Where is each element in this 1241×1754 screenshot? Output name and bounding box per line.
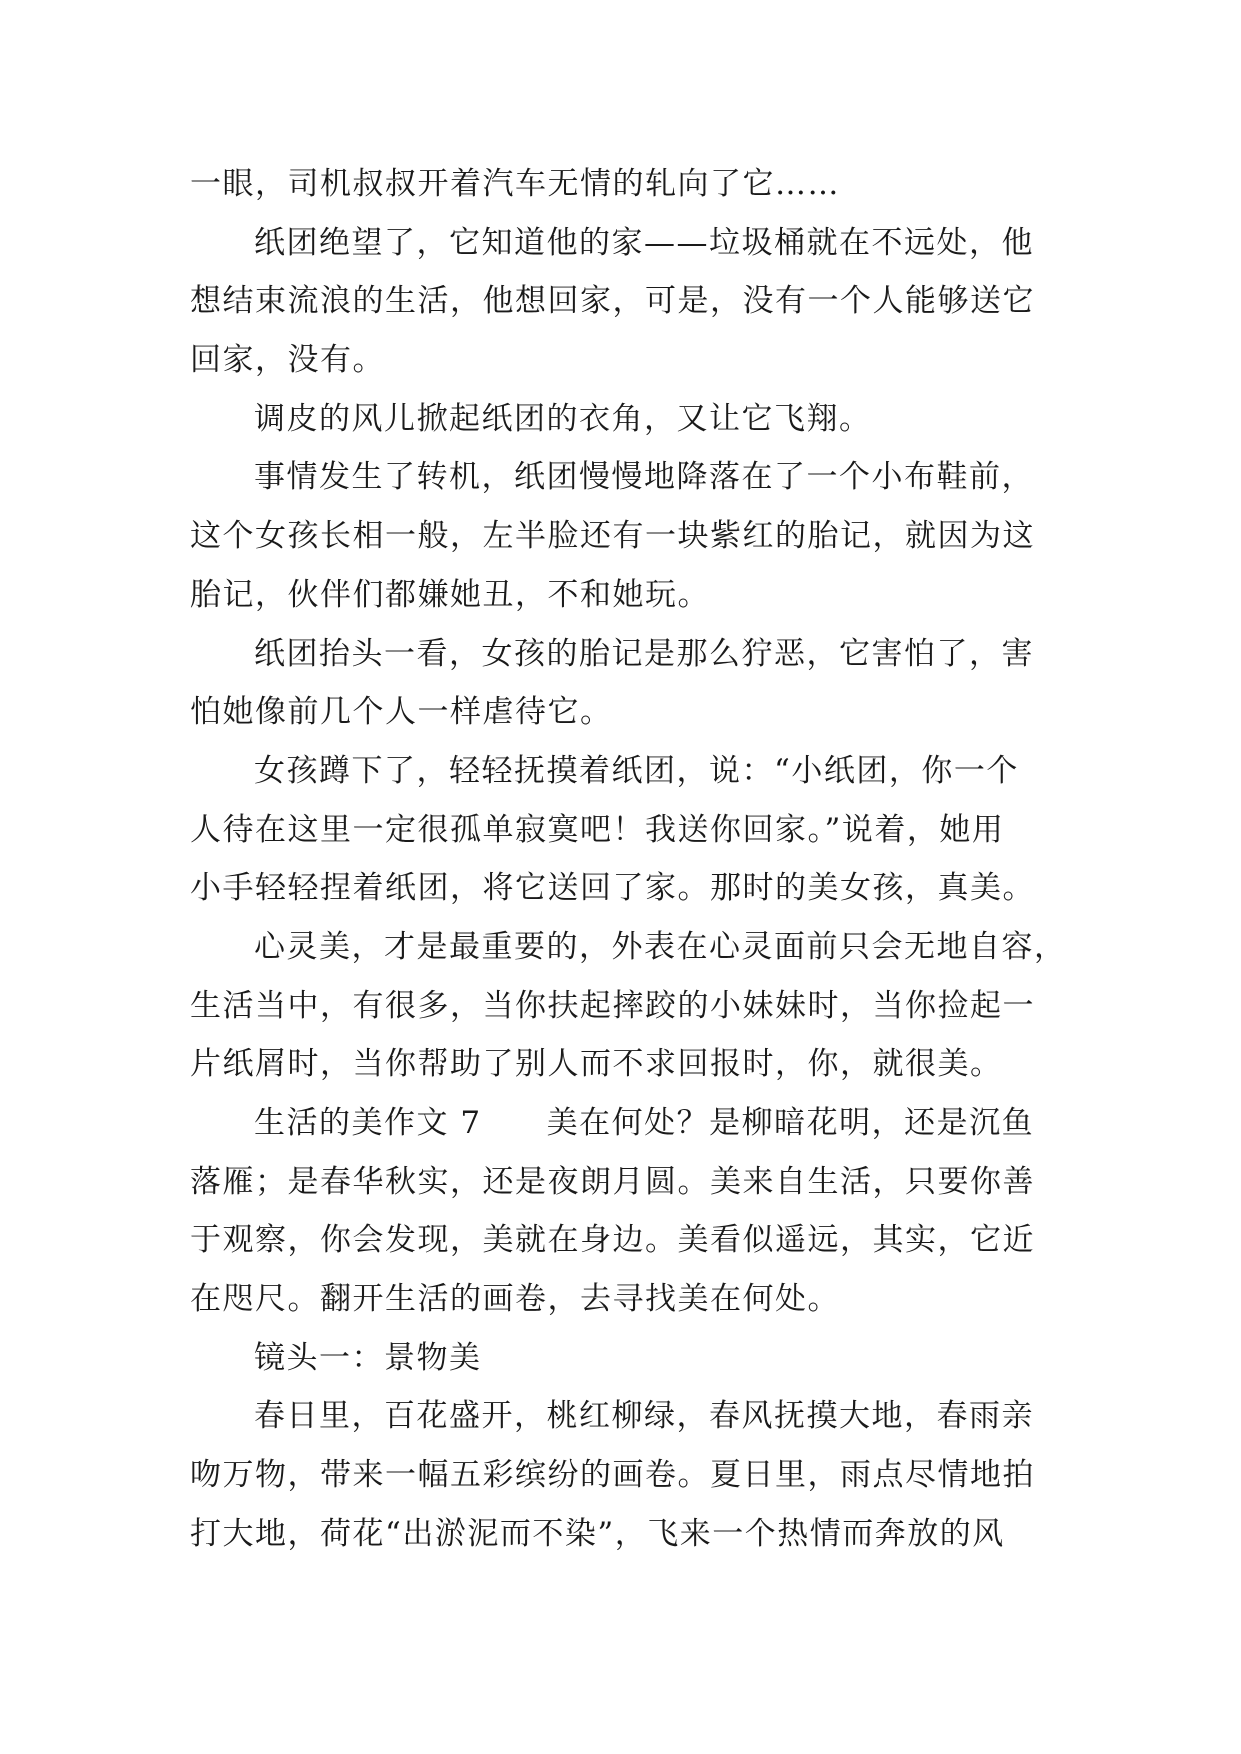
text-line: 想结束流浪的生活，他想回家，可是，没有一个人能够送它	[190, 283, 1035, 320]
text-line: 女孩蹲下了，轻轻抚摸着纸团，说：“小纸团，你一个	[254, 752, 1019, 789]
text-line: 回家，没有。	[190, 342, 385, 379]
text-line: 这个女孩长相一般，左半脸还有一块紫红的胎记，就因为这	[190, 518, 1035, 555]
text-line: 吻万物，带来一幅五彩缤纷的画卷。夏日里，雨点尽情地拍	[190, 1457, 1035, 1494]
text-line: 镜头一：景物美	[254, 1339, 482, 1376]
text-line: 打大地，荷花“出淤泥而不染”，飞来一个热情而奔放的风	[190, 1515, 1005, 1552]
text-line: 心灵美，才是最重要的，外表在心灵面前只会无地自容，	[254, 928, 1067, 965]
text-line: 胎记，伙伴们都嫌她丑，不和她玩。	[190, 576, 710, 613]
text-line: 纸团抬头一看，女孩的胎记是那么狞恶，它害怕了，害	[254, 635, 1034, 672]
text-line: 小手轻轻捏着纸团，将它送回了家。那时的美女孩，真美。	[190, 870, 1035, 907]
text-line: 纸团绝望了，它知道他的家——垃圾桶就在不远处，他	[254, 224, 1034, 261]
text-line: 落雁；是春华秋实，还是夜朗月圆。美来自生活，只要你善	[190, 1163, 1035, 1200]
text-line: 调皮的风儿掀起纸团的衣角，又让它飞翔。	[254, 400, 872, 437]
text-line: 怕她像前几个人一样虐待它。	[190, 694, 613, 731]
text-line: 一眼，司机叔叔开着汽车无情的轧向了它……	[190, 166, 840, 202]
text-line: 事情发生了转机，纸团慢慢地降落在了一个小布鞋前，	[254, 459, 1034, 496]
text-line: 片纸屑时，当你帮助了别人而不求回报时，你，就很美。	[190, 1046, 1003, 1083]
text-line: 生活当中，有很多，当你扶起摔跤的小妹妹时，当你捡起一	[190, 987, 1035, 1024]
text-line: 在咫尺。翻开生活的画卷，去寻找美在何处。	[190, 1281, 840, 1318]
text-line: 生活的美作文 7 美在何处？是柳暗花明，还是沉鱼	[254, 1105, 1035, 1141]
body-text	[190, 155, 1067, 1564]
text-line: 春日里，百花盛开，桃红柳绿，春风抚摸大地，春雨亲	[254, 1398, 1034, 1435]
text-line: 于观察，你会发现，美就在身边。美看似遥远，其实，它近	[190, 1222, 1035, 1259]
text-line: 人待在这里一定很孤单寂寞吧！我送你回家。”说着，她用	[190, 811, 1005, 848]
